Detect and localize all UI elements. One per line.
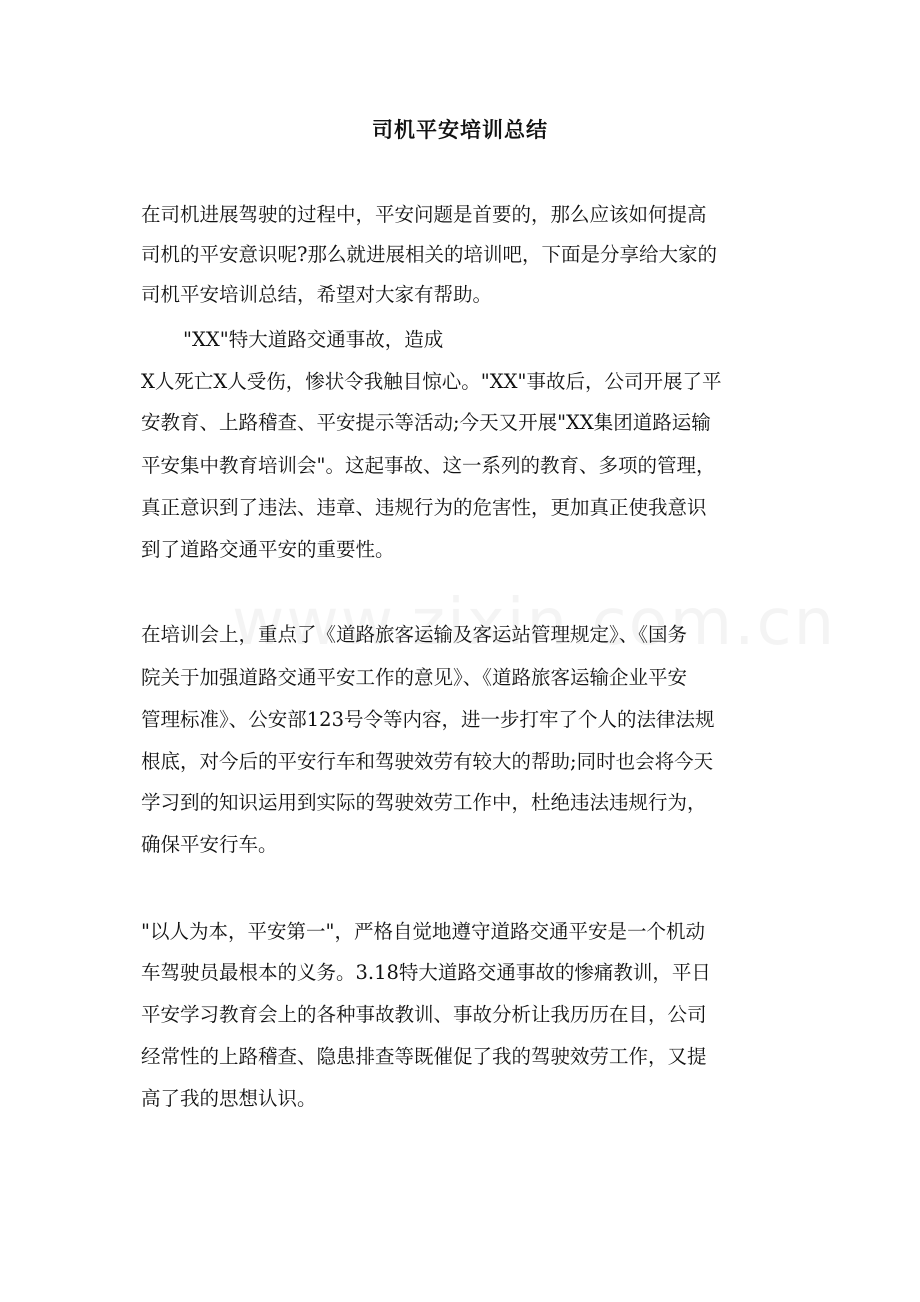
paragraph-4-line-2: 车驾驶员最根本的义务。3.18特大道路交通事故的惨痛教训，平日 (141, 961, 711, 984)
paragraph-2-line-2: X人死亡X人受伤，惨状令我触目惊心。"XX"事故后，公司开展了平 (141, 370, 722, 393)
paragraph-3-line-2: 院关于加强道路交通平安工作的意见》、《道路旅客运输企业平安 (141, 666, 688, 689)
paragraph-1-line-2: 司机的平安意识呢?那么就进展相关的培训吧，下面是分享给大家的 (141, 243, 717, 266)
paragraph-1-line-3: 司机平安培训总结，希望对大家有帮助。 (141, 283, 493, 306)
paragraph-3-line-3: 管理标准》、公安部123号令等内容，进一步打牢了个人的法律法规 (141, 708, 715, 731)
paragraph-4-line-4: 经常性的上路稽查、隐患排查等既催促了我的驾驶效劳工作，又提 (141, 1045, 707, 1068)
paragraph-4-line-3: 平安学习教育会上的各种事故教训、事故分析让我历历在目，公司 (141, 1003, 707, 1026)
paragraph-4-line-5: 高了我的思想认识。 (141, 1087, 317, 1110)
paragraph-3-line-1: 在培训会上，重点了《道路旅客运输及客运站管理规定》、《国务 (141, 623, 688, 646)
paragraph-3-line-6: 确保平安行车。 (141, 833, 278, 856)
paragraph-4-line-1: "以人为本，平安第一"，严格自觉地遵守道路交通平安是一个机动 (141, 920, 705, 943)
paragraph-1-line-1: 在司机进展驾驶的过程中，平安问题是首要的，那么应该如何提高 (141, 203, 707, 226)
paragraph-2-line-5: 真正意识到了违法、违章、违规行为的危害性，更加真正使我意识 (141, 496, 707, 519)
paragraph-2-line-4: 平安集中教育培训会"。这起事故、这一系列的教育、多项的管理， (141, 454, 716, 477)
paragraph-2-line-1: "XX"特大道路交通事故，造成 (183, 328, 444, 351)
paragraph-3-line-4: 根底，对今后的平安行车和驾驶效劳有较大的帮助;同时也会将今天 (141, 750, 714, 773)
document-title: 司机平安培训总结 (372, 117, 548, 142)
paragraph-2-line-6: 到了道路交通平安的重要性。 (141, 538, 395, 561)
paragraph-3-line-5: 学习到的知识运用到实际的驾驶效劳工作中，杜绝违法违规行为， (141, 791, 707, 814)
paragraph-2-line-3: 安教育、上路稽查、平安提示等活动;今天又开展"XX集团道路运输 (141, 411, 711, 434)
